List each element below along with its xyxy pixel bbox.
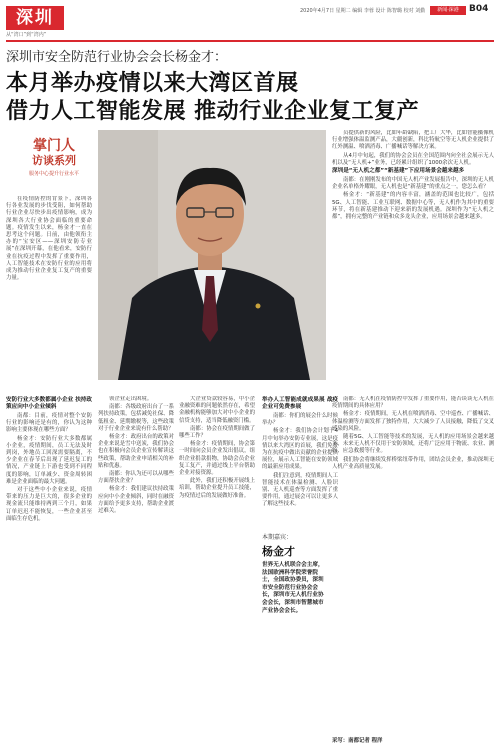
column-badge (18, 138, 90, 196)
col4-paragraph: 杨金才：我们协会计划于4月中旬举办安防专业展，这是疫情以来大湾区的首展，我们免费为在抗疫中做出贡献的企业提供展位，展示人工智能在安防领域的最新应用成果。 (262, 428, 338, 471)
portrait-illustration (98, 130, 326, 380)
intro-text: 在疫情防控的背景下，深圳各行各业发展的步伐受阻，如何帮助行业企业尽快步出疫情影响，成为深圳各大行业协会面临的重要命题。疫情发生以来，杨金才一直在思考这个问题。日前，由他领衔主办的“宝安区——深圳安防专业展”在深圳开幕，在他看来，安防行业在抗疫过程中发挥了重要作用，人工智能技术在安防行业的应用将成为推动行业企业复工复产的重要力量。 (6, 196, 92, 282)
col5-paragraph: 我们协会将继续发挥桥梁纽带作用，团结会员企业，推动深圳无人机产业高质量发展。 (332, 456, 494, 470)
section-heading: 举办人工智能成就成果展 战疫企业可免费参展 (262, 397, 338, 410)
col3-paragraph: 南都：协会在疫情期间做了哪些工作？ (179, 425, 255, 440)
col2-paragraph: 领企业走出困境。 (109, 396, 153, 402)
guest-name: 杨金才 (262, 545, 295, 558)
issue-meta: 2020年4月7日 星期二 编辑 李蓉 设计 陈智璐 校对 刘勤 (300, 8, 426, 14)
column-5 (332, 396, 494, 732)
column-3 (179, 396, 255, 716)
headline-kicker: 深圳市安全防范行业协会会长杨金才： (6, 50, 228, 65)
col3-paragraph: 大企业贷款较容易，中小企业融资难的问题依然存在，希望金融机构能够加大对中小企业的信贷支持，适当降低融资门槛。 (179, 396, 255, 424)
col1-paragraph: 杨金才：安防行业大多数都属小企业，疫情期间，员工无法及时到岗，外地员工回深需要隔离，不少企业在春节后出现了延迟复工的情况，产业链上下游也受到不同程度的影响，订单减少、资金周转困难是企业面临的最大问题。 (6, 435, 92, 485)
col1-paragraph: 对于这些中小企业来说，疫情带来的压力是巨大的，很多企业的现金流只能维持两到三个月，如果订单迟迟不能恢复，一些企业甚至面临生存危机。 (6, 487, 92, 522)
col4-paragraph: 我们注意到，疫情期间人工智能技术在体温检测、人脸识别、无人机巡查等方面发挥了重要作用，通过展会可以让更多人了解这些技术。 (262, 472, 338, 508)
col1-paragraph: 南都：目前，疫情对整个安防行业的影响还是有的，你认为这种影响主要体现在哪些方面？ (6, 413, 92, 434)
right-paragraph: 杨金才：“新基建”的内容丰富，涵盖的范围也比较广，包括5G、人工智能、工业互联网、数据中心等，无人机作为其中的重要环节，将在新基建推动下迎来新的发展机遇。深圳作为“无人机之都”，拥有完整的产业链和众多龙头企业，应用场景会越来越多。 (332, 192, 494, 221)
guest-sidebar (262, 532, 326, 652)
right-column-top (332, 130, 494, 392)
col3-paragraph: 此外，我们还积极开展线上培训，帮助企业提升员工技能，为疫情过后的发展做好准备。 (179, 478, 255, 499)
masthead-slogan: 从“湾口”到“湾内” (6, 32, 47, 38)
section-heading: 安防行业大多数都属小企业 扶持政策应向中小企业倾斜 (6, 397, 92, 410)
col2-paragraph: 杨金才：政府出台的政策对企业来说是雪中送炭，我们协会也在积极向会员企业宣传解读这些政策，帮助企业申请相关的补贴和优惠。 (98, 434, 174, 469)
headline-line-1: 本月举办疫情以来大湾区首展 (6, 71, 299, 96)
byline: 采写：南都记者 程洋 (332, 738, 383, 744)
header-rule (6, 40, 494, 42)
headline-line-2: 借力人工智能发展 推动行业企业复工复产 (6, 99, 420, 124)
right-subheading: 深圳是“无人机之都”“新基建”下应用场景会越来越多 (332, 168, 465, 175)
col2-paragraph: 南都：你认为还可以从哪些方面帮扶企业？ (98, 471, 174, 485)
right-paragraph: 员提供新的风险，比如年龄缺陷，把工厂大华，比如智能摄像机行业增强体温监测产品，大疆创新，科比特航空等无人机企业提供了红外测温、喷洒消毒、广播喊话等解决方案。 (332, 130, 494, 151)
guest-bio: 世界无人机联合会主席，法国欧洲科学院荣誉院士，全国政协委员，深圳市安全防范行业协会会长，深圳市无人机行业协会会长，深圳市智慧城市产业协会会长。 (262, 562, 324, 614)
col4-paragraph: 南都：你们的展会什么时候举办？ (262, 413, 338, 427)
col5-paragraph: 杨金才：疫情期间，无人机在喷洒消毒、空中巡查、广播喊话、体温检测等方面发挥了独特作用，大大减少了人员接触，降低了交叉感染的风险。 (332, 411, 494, 432)
col5-paragraph: 南都：无人机在疫情防控中发挥了重要作用，能否谈谈无人机在疫情期间的具体应用？ (332, 396, 494, 410)
masthead-logo: 深圳 (6, 6, 64, 30)
col5-paragraph: 随着5G、人工智能等技术的发展，无人机的应用场景会越来越多，未来无人机不仅用于安防领域，还将广泛应用于物流、农业、测绘、应急救援等行业。 (332, 434, 494, 455)
column-1 (6, 396, 92, 716)
column-4 (262, 396, 338, 530)
right-paragraph: 从4月中旬起，我们的协会会员在全国范围内向全社会展示无人机以及“无人机+”业务，已经累计组织了1000余次无人机。 (332, 152, 494, 166)
section-badge: 新闻·深港 (430, 6, 466, 15)
column-badge-sub: 服务中心提升行业水平 (28, 171, 79, 177)
guest-label: 本期嘉宾： (262, 534, 293, 541)
right-paragraph: 南都：在刚刚发布的中国无人机产业发展报告中，深圳的无人机企业名单格外耀眼，无人机也是“新基建”的重点之一，您怎么看？ (332, 177, 494, 191)
column-badge-title: 掌门人 (33, 138, 75, 154)
column-2 (98, 396, 174, 716)
page-number: B04 (469, 4, 489, 14)
portrait-photo (98, 130, 326, 380)
col3-paragraph: 杨金才：疫情期间，协会第一时间向会员企业发出倡议，组织企业捐款捐物，协助会员企业复工复产，并通过线上平台帮助企业对接资源。 (179, 441, 255, 477)
col2-paragraph: 杨金才：我们建议扶持政策应向中小企业倾斜，同时在融资方面给予更多支持，帮助企业渡过难关。 (98, 486, 174, 515)
column-badge-series: 访谈系列 (32, 154, 76, 167)
intro-paragraph (6, 196, 92, 390)
col2-paragraph: 南都：各级政府出台了一系列扶持政策，包括减免社保、降低租金、延期缴税等，这些政策对于行业企业来说有什么帮助？ (98, 404, 174, 432)
